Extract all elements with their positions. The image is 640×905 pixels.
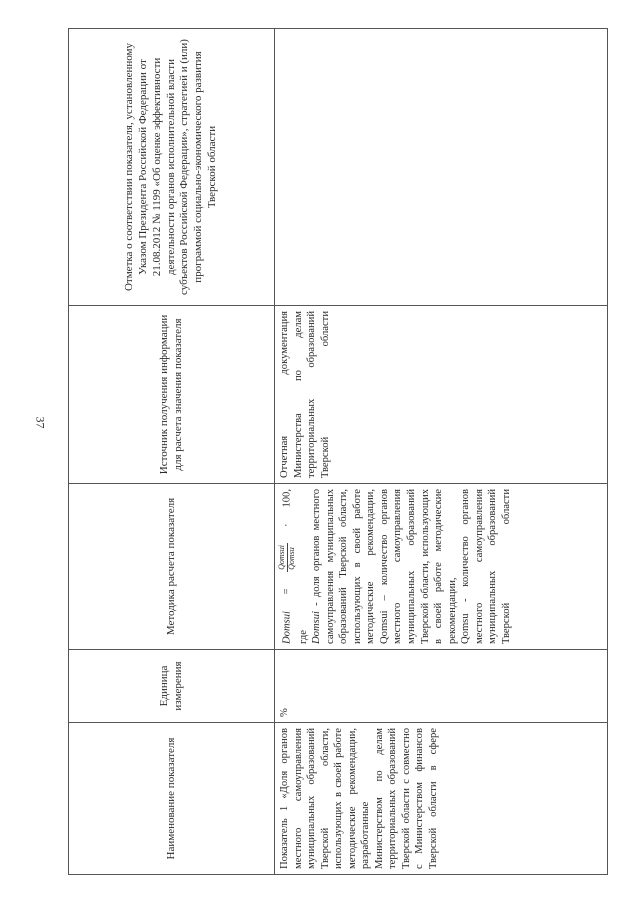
definition-share-text: - доля органов местного самоуправления муниципальных образований Тверской области, использующих в своей работе методические рекомендации, — [311, 489, 377, 644]
cell-source: Отчетная документация Министерства по делам территориальных образований Тверской области — [275, 306, 608, 484]
header-unit: Единица измерения — [69, 650, 275, 723]
formula-rhs: · 100, — [281, 489, 293, 528]
definition-share — [310, 489, 378, 644]
header-note: Отметка о соответствии показателя, установленному Указом Президента Российской Федерации от 21.08.2012 № 1199 «Об оценке эффективности деятельности органов исполнительной власти субъектов Российской Федерации», стратегией и (или) программой социально-экономического развития Тверской области — [69, 29, 275, 306]
page-number: 37 — [33, 416, 48, 429]
table-header-row — [69, 29, 275, 875]
formula-denominator: Qomsu — [286, 547, 296, 570]
definition-count-total: Qomsu - количество органов местного самоуправления муниципальных образований Тверской области — [460, 489, 512, 644]
document-page — [68, 29, 614, 875]
header-name: Наименование показателя — [69, 723, 275, 875]
formula-numerator: Qomsui — [277, 545, 286, 570]
header-method: Методика расчета показателя — [69, 484, 275, 650]
table-row — [275, 29, 608, 875]
formula-where: где — [297, 630, 309, 644]
cell-indicator-name: Показатель 1 «Доля органов местного самоуправления муниципальных образований Тверской области, использующих в своей работе методические рекомендации, разработанные Министерством по делам территориальных образований Тверской области с совместно с Министерством финансов Тверской области в сфере — [275, 723, 608, 875]
cell-method — [275, 484, 608, 650]
definition-count-using: Qomsui – количество органов местного самоуправления муниципальных образований Тверской области, использующих в своей работе методические рекомендации, — [378, 489, 458, 644]
indicator-table — [68, 28, 608, 875]
rotated-table-wrapper — [68, 29, 614, 875]
cell-note — [275, 29, 608, 306]
header-source: Источник получения информации для расчета значения показателя — [69, 306, 275, 484]
cell-unit: % — [275, 650, 608, 723]
formula — [278, 489, 297, 644]
definition-variable: Domsui — [311, 611, 323, 644]
formula-fraction — [278, 543, 297, 572]
formula-lhs: Domsui = — [281, 587, 293, 644]
